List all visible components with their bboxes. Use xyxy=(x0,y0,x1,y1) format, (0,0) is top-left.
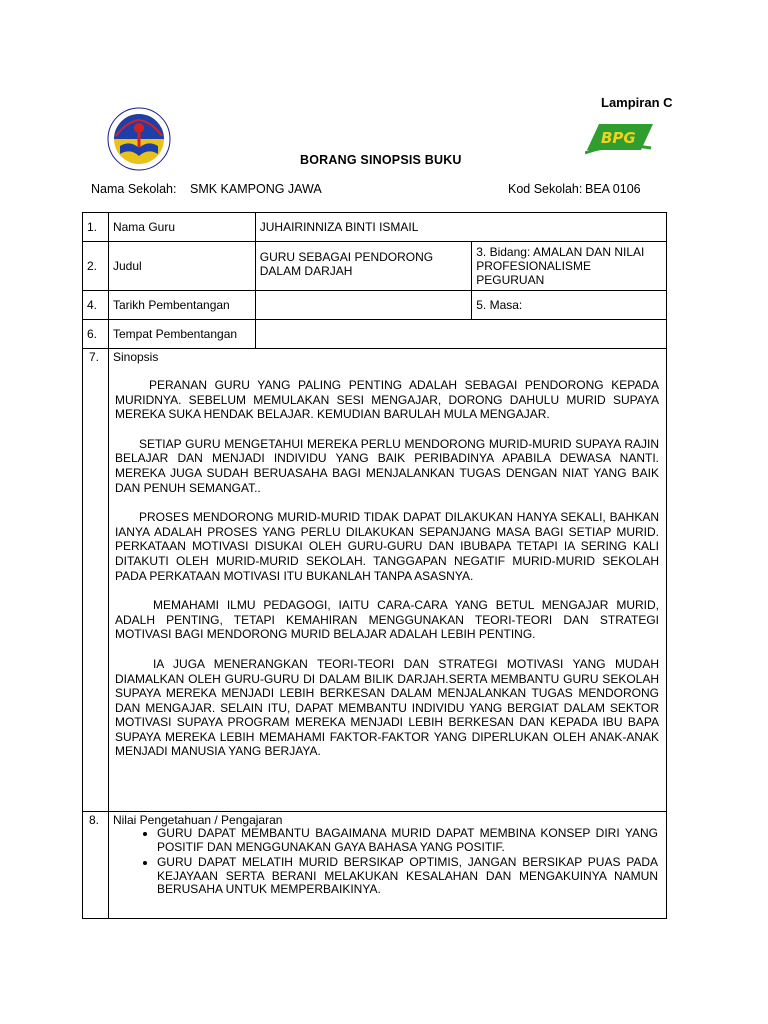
knowledge-value-cell xyxy=(108,812,666,919)
bpg-logo-text: BPG xyxy=(601,129,636,147)
row-presentation-venue xyxy=(83,320,667,349)
row-number: 4. xyxy=(83,291,109,320)
title-value: GURU SEBAGAI PENDORONG DALAM DARJAH xyxy=(255,242,472,291)
bpg-logo xyxy=(585,120,655,158)
row-teacher-name xyxy=(83,213,667,242)
time-label: 5. Masa: xyxy=(472,291,667,320)
synopsis-paragraph: SETIAP GURU MENGETAHUI MEREKA PERLU MENDORONG MURID-MURID SUPAYA RAJIN BELAJAR DAN MENJADI INDIVIDU YANG BAIK PERIBADINYA APABILA DEWASA NANTI. MEREKA JUGA SUDAH BERUASAHA BAGI MENJALANKAN TUGAS DENGAN NIAT YANG BAIK DAN PENUH SEMANGAT.. xyxy=(114,436,659,495)
row-presentation-date xyxy=(83,291,667,320)
synopsis-form-table xyxy=(82,212,667,919)
synopsis-paragraph: PROSES MENDORONG MURID-MURID TIDAK DAPAT DILAKUKAN HANYA SEKALI, BAHKAN IANYA ADALAH PROSES YANG PERLU DILAKUKAN SEPANJANG MASA BAGI SETIAP MURID. PERKATAAN MOTIVASI DISUKAI OLEH GURU-GURU DAN IBUBAPA TETAPI IA SERING KALI DITAKUTI OLEH MURID-MURID SEKOLAH. TANGGAPAN NEGATIF MURID-MURID SEKOLAH PADA PERKATAAN MOTIVASI ITU BUKANLAH TANPA ASASNYA. xyxy=(114,510,659,583)
teacher-name-value: JUHAIRINNIZA BINTI ISMAIL xyxy=(255,213,666,242)
school-code-label: Kod Sekolah: xyxy=(508,182,583,196)
presentation-venue-value xyxy=(255,320,666,349)
row-title xyxy=(83,242,667,291)
synopsis-cell xyxy=(108,349,666,812)
lampiran-label: Lampiran C xyxy=(601,95,673,110)
school-name-value: SMK KAMPONG JAWA xyxy=(190,182,322,196)
form-title: BORANG SINOPSIS BUKU xyxy=(300,153,462,167)
row-number: 1. xyxy=(83,213,109,242)
knowledge-value-label: Nilai Pengetahuan / Pengajaran xyxy=(112,813,283,827)
presentation-venue-label: Tempat Pembentangan xyxy=(108,320,255,349)
presentation-date-value xyxy=(255,291,472,320)
presentation-date-label: Tarikh Pembentangan xyxy=(108,291,255,320)
list-item: • GURU DAPAT MELATIH MURID BERSIKAP OPTIMIS, JANGAN BERSIKAP PUAS PADA KEJAYAAN SERTA BERANI MELAKUKAN KESALAHAN DAN MENGAKUINYA NAMUN BERUSAHA UNTUK MEMPERBAIKINYA. xyxy=(157,856,658,897)
school-code-value: BEA 0106 xyxy=(585,182,641,196)
row-number: 6. xyxy=(83,320,109,349)
row-synopsis xyxy=(83,349,667,812)
teacher-name-label: Nama Guru xyxy=(108,213,255,242)
school-name-label: Nama Sekolah: xyxy=(91,182,177,196)
title-label: Judul xyxy=(108,242,255,291)
row-number: 2. xyxy=(83,242,109,291)
field-value: 3. Bidang: AMALAN DAN NILAI PROFESIONALISME PEGURUAN xyxy=(472,242,667,291)
list-item: • GURU DAPAT MEMBANTU BAGAIMANA MURID DAPAT MEMBINA KONSEP DIRI YANG POSITIF DAN MENGGUNAKAN GAYA BAHASA YANG POSITIF. xyxy=(157,827,658,854)
synopsis-paragraph: IA JUGA MENERANGKAN TEORI-TEORI DAN STRATEGI MOTIVASI YANG MUDAH DIAMALKAN OLEH GURU-GURU DI DALAM BILIK DARJAH.SERTA MEMBANTU GURU SEKOLAH SUPAYA MEREKA MENJADI LEBIH BERKESAN DALAM MENJALANKAN TUGAS MENDORONG DAN MENGAJAR. SELAIN ITU, DAPAT MEMBANTU INDIVIDU YANG BERGIAT DALAM SEKTOR MOTIVASI SUPAYA PROGRAM MEREKA MENJADI LEBIH BERKESAN DAN KEPADA IBU BAPA SUPAYA MEREKA LEBIH MEMAHAMI FAKTOR-FAKTOR YANG DIPERLUKAN OLEH ANAK-ANAK MENJADI MANUSIA YANG BERJAYA. xyxy=(114,656,659,759)
synopsis-label: Sinopsis xyxy=(112,350,159,364)
row-number: 8. xyxy=(83,812,109,919)
row-number: 7. xyxy=(83,349,109,812)
knowledge-value-list xyxy=(109,827,666,897)
synopsis-paragraph: PERANAN GURU YANG PALING PENTING ADALAH SEBAGAI PENDORONG KEPADA MURIDNYA. SEBELUM MEMULAKAN SESI MENGAJAR, DORONG DAHULU MURID SUPAYA MEREKA SUKA HENDAK BELAJAR. KEMUDIAN BARULAH MULA MENGAJAR. xyxy=(114,378,659,422)
ministry-crest-logo xyxy=(106,106,172,172)
synopsis-paragraph: MEMAHAMI ILMU PEDAGOGI, IAITU CARA-CARA YANG BETUL MENGAJAR MURID, ADALH PENTING, TETAPI KEMAHIRAN MENGGUNAKAN TEORI-TEORI DAN STRATEGI MOTIVASI BAGI MENDORONG MURID BELAJAR ADALAH LEBIH PENTING. xyxy=(114,598,659,642)
row-knowledge-value xyxy=(83,812,667,919)
